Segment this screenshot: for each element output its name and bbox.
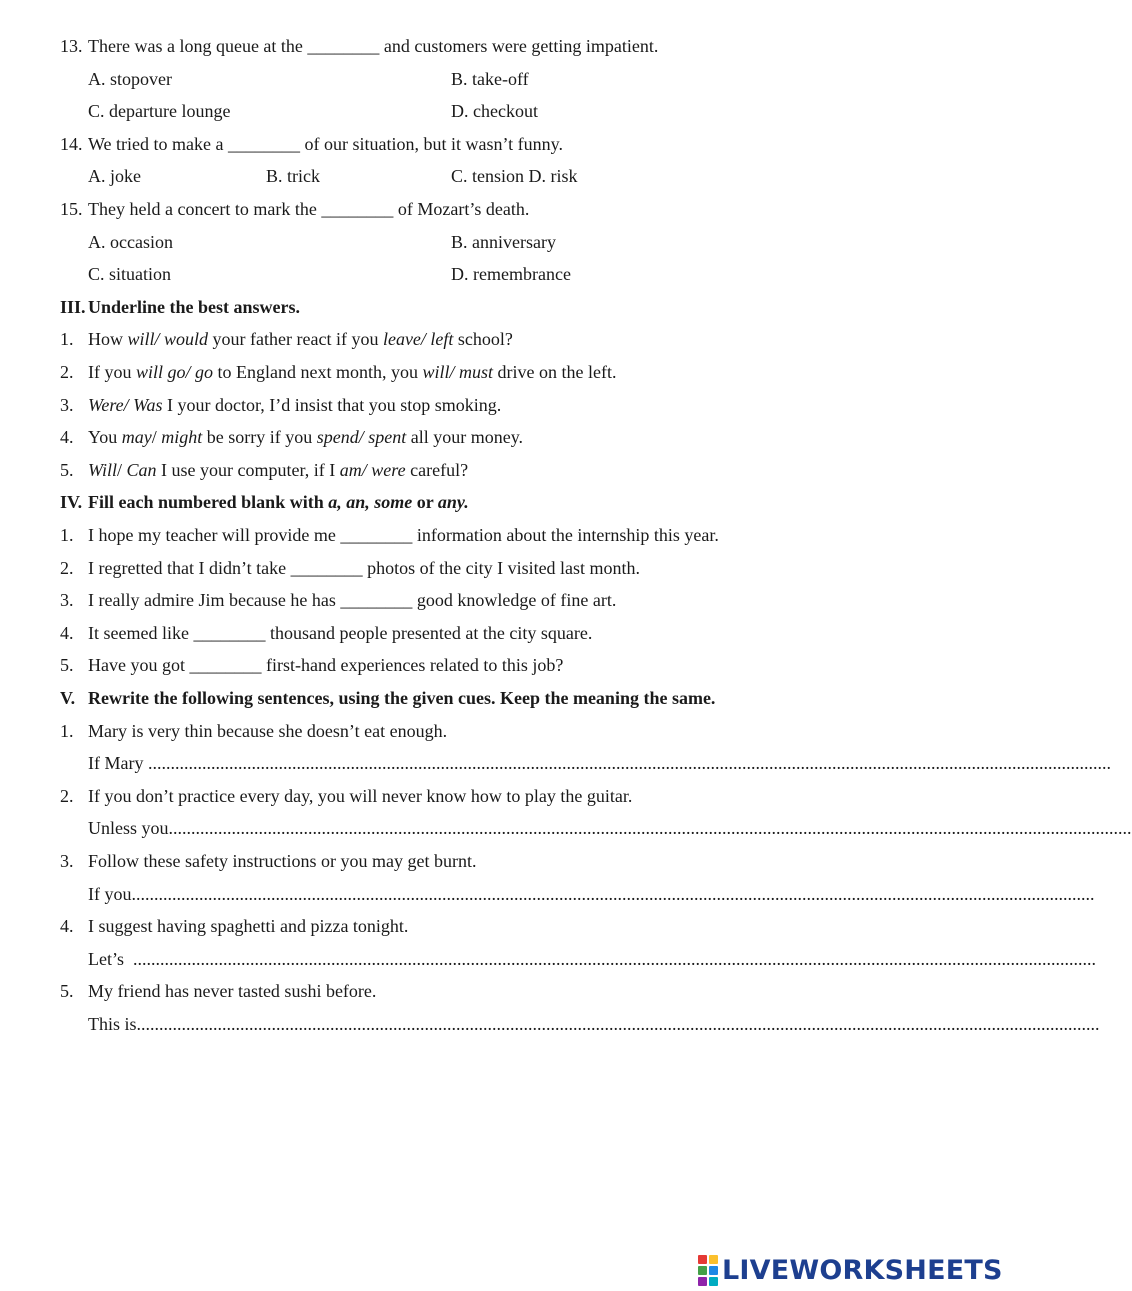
text-run: We tried to make a ________ of our situation, but it wasn’t funny. — [88, 133, 563, 154]
item-number: 4. — [60, 427, 74, 448]
text-run: all your money. — [406, 427, 524, 448]
answer-dotted-blank[interactable]: ...................................................................................................................................................................................................................... — [133, 948, 1096, 969]
answer-choice: will/ must — [422, 362, 494, 382]
item-number: 2. — [60, 362, 74, 382]
section-number: V. — [60, 688, 76, 708]
answer-option[interactable]: C. tension D. risk — [451, 166, 578, 187]
answer-option[interactable]: C. situation — [88, 264, 172, 285]
answer-choice: Were/ Was — [88, 394, 163, 415]
section-number: IV. — [60, 492, 83, 513]
question-text — [88, 35, 658, 57]
item-text — [88, 394, 501, 416]
answer-choice: might — [161, 427, 203, 448]
liveworksheets-wordmark: LIVEWORKSHEETS — [722, 1254, 1003, 1286]
item-text — [88, 459, 468, 481]
item-number: 3. — [60, 394, 74, 415]
text-run: There was a long queue at the ________ and customers were getting impatient. — [88, 36, 659, 56]
logo-square — [709, 1255, 718, 1264]
item-number: 5. — [60, 459, 74, 480]
text-run: be sorry if you — [202, 427, 317, 448]
original-sentence: I suggest having spaghetti and pizza tonight. — [88, 916, 409, 937]
logo-square — [698, 1255, 707, 1264]
rewrite-answer-line[interactable] — [88, 752, 1111, 774]
liveworksheets-mark-icon — [698, 1255, 718, 1286]
item-text — [88, 622, 592, 644]
answer-option[interactable]: B. take-off — [451, 68, 529, 89]
answer-option[interactable]: A. joke — [88, 166, 141, 187]
section-title: Rewrite the following sentences, using the given cues. Keep the meaning the same. — [88, 688, 716, 708]
section-title — [88, 491, 469, 513]
rewrite-answer-line[interactable] — [88, 948, 1096, 970]
rewrite-cue: If Mary — [88, 753, 148, 774]
item-number: 1. — [60, 329, 74, 350]
item-number: 5. — [60, 981, 74, 1002]
item-text — [88, 557, 640, 579]
question-number: 14. — [60, 133, 83, 154]
text-run: If you — [88, 362, 136, 382]
answer-option[interactable]: D. checkout — [451, 101, 538, 122]
question-number: 13. — [60, 36, 83, 56]
answer-option[interactable]: C. departure lounge — [88, 101, 231, 122]
item-text — [88, 426, 523, 448]
answer-choice: any. — [437, 492, 469, 513]
text-run: They held a concert to mark the ________ of Mozart’s death. — [88, 199, 530, 219]
question-number: 15. — [60, 199, 83, 219]
original-sentence: Follow these safety instructions or you may get burnt. — [88, 851, 477, 871]
text-run: I your doctor, I’d insist that you stop smoking. — [162, 394, 502, 415]
question-text — [88, 198, 529, 220]
item-number: 1. — [60, 720, 74, 741]
rewrite-answer-line[interactable] — [88, 883, 1095, 905]
logo-square — [709, 1277, 718, 1286]
item-number: 3. — [60, 590, 74, 611]
item-text — [88, 589, 616, 611]
item-number: 5. — [60, 655, 74, 676]
answer-option[interactable]: B. trick — [266, 166, 320, 187]
answer-dotted-blank[interactable]: ...................................................................................................................................................................................................................... — [147, 753, 1111, 774]
item-number: 3. — [60, 851, 74, 871]
answer-choice: Can — [126, 459, 157, 480]
section-title: Underline the best answers. — [88, 296, 300, 317]
rewrite-cue: If you — [88, 883, 132, 904]
item-text — [88, 524, 719, 546]
answer-option[interactable]: A. stopover — [88, 68, 172, 89]
rewrite-answer-line[interactable] — [88, 1013, 1100, 1035]
text-run: / — [117, 459, 127, 480]
item-number: 1. — [60, 525, 74, 545]
text-run: I use your computer, if I — [156, 459, 340, 480]
text-run: You — [88, 427, 122, 448]
text-run: or — [412, 492, 438, 513]
item-text — [88, 361, 616, 383]
text-run: school? — [453, 329, 513, 350]
answer-choice: spend/ spent — [316, 427, 407, 448]
item-text — [88, 654, 563, 676]
original-sentence: If you don’t practice every day, you will never know how to play the guitar. — [88, 785, 633, 806]
original-sentence: My friend has never tasted sushi before. — [88, 981, 377, 1002]
answer-choice: leave/ left — [382, 329, 454, 350]
logo-square — [709, 1266, 718, 1275]
answer-choice: will go/ go — [136, 362, 214, 382]
answer-option[interactable]: D. remembrance — [451, 264, 571, 285]
answer-choice: may — [121, 427, 152, 448]
rewrite-cue: This is — [88, 1014, 137, 1034]
logo-square — [698, 1277, 707, 1286]
text-run: drive on the left. — [493, 362, 617, 382]
answer-choice: will/ would — [127, 329, 209, 350]
answer-option[interactable]: A. occasion — [88, 231, 173, 252]
text-run: your father react if you — [208, 329, 383, 350]
text-run: to England next month, you — [213, 362, 423, 382]
text-run: Have you got ________ first-hand experiences related to this job? — [88, 655, 564, 676]
item-text — [88, 328, 513, 350]
answer-choice: a, an, some — [328, 492, 413, 513]
item-number: 4. — [60, 916, 74, 937]
original-sentence: Mary is very thin because she doesn’t eat enough. — [88, 720, 448, 741]
answer-dotted-blank[interactable]: ...................................................................................................................................................................................................................... — [168, 818, 1132, 839]
answer-choice: Will — [88, 459, 118, 480]
text-run: I really admire Jim because he has ________ good knowledge of fine art. — [88, 590, 617, 611]
section-number: III. — [60, 296, 86, 317]
answer-choice: am/ were — [339, 459, 406, 480]
item-number: 2. — [60, 557, 74, 578]
answer-option[interactable]: B. anniversary — [451, 231, 556, 252]
text-run: How — [88, 329, 128, 350]
answer-dotted-blank[interactable]: ...................................................................................................................................................................................................................... — [136, 1014, 1100, 1034]
rewrite-cue: Unless you — [88, 818, 169, 839]
item-number: 4. — [60, 622, 74, 643]
text-run: careful? — [405, 459, 469, 480]
text-run: I hope my teacher will provide me ________ information about the internship this year. — [88, 525, 719, 545]
answer-dotted-blank[interactable]: ...................................................................................................................................................................................................................... — [131, 883, 1095, 904]
text-run: / — [151, 427, 162, 448]
logo-square — [698, 1266, 707, 1275]
text-run: Fill each numbered blank with — [88, 492, 329, 513]
liveworksheets-logo — [698, 1254, 1003, 1286]
question-text — [88, 133, 563, 155]
rewrite-cue: Let’s — [88, 948, 133, 969]
item-number: 2. — [60, 785, 74, 806]
rewrite-answer-line[interactable] — [88, 817, 1132, 839]
text-run: It seemed like ________ thousand people presented at the city square. — [88, 622, 593, 643]
text-run: I regretted that I didn’t take ________ photos of the city I visited last month. — [88, 557, 641, 578]
